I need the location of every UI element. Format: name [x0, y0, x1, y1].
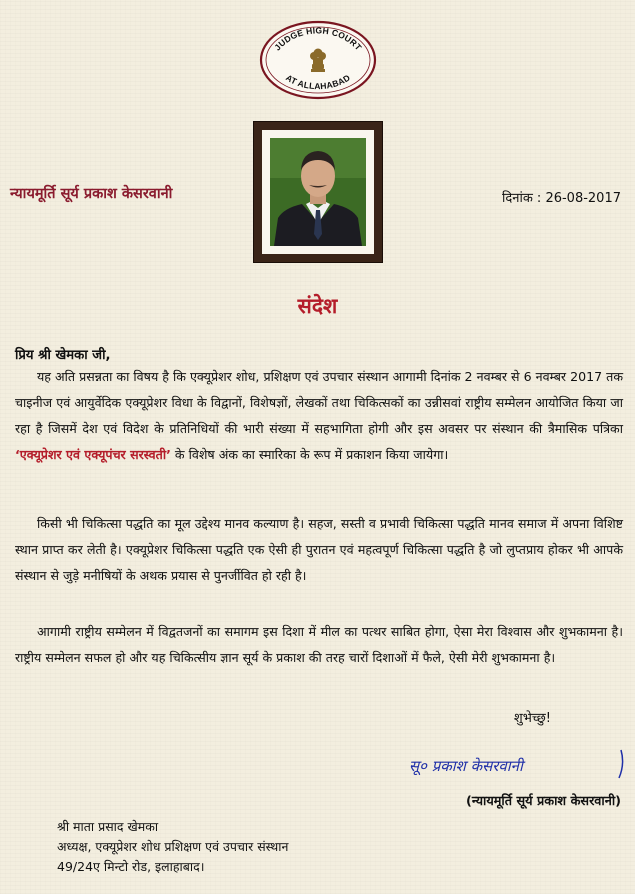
paragraph-3-text: आगामी राष्ट्रीय सम्मेलन में विद्वतजनों का समागम इस दिशा में मील का पत्थर साबित होगा, ऐसा मेरा विश्वास और शुभकामना है। राष्ट्रीय सम्मेलन सफल हो और यह चिकित्सीय ज्ञान सूर्य के प्रकाश की तरह चारों दिशाओं में फैले, ऐसी मेरी शुभकामना है। — [15, 624, 623, 665]
recipient-address: 49/24ए मिन्टो रोड, इलाहाबाद। — [57, 859, 205, 874]
judge-name-heading: न्यायमूर्ति सूर्य प्रकाश केसरवानी — [10, 186, 173, 202]
paragraph-2 — [15, 511, 623, 589]
magazine-name: ‘एक्यूप्रेशर एवं एक्यूपंचर सरस्वती’ — [15, 447, 171, 462]
judge-portrait — [270, 138, 366, 246]
letter-date: दिनांक : 26-08-2017 — [501, 191, 621, 206]
seal-bottom-text: AT ALLAHABAD — [284, 72, 352, 92]
paragraph-1 — [15, 364, 623, 468]
paragraph-2-text: किसी भी चिकित्सा पद्धति का मूल उद्देश्य मानव कल्याण है। सहज, सस्ती व प्रभावी चिकित्सा पद्धति मानव समाज में अपना विशिष्ट स्थान प्राप्त कर लेती है। एक्यूप्रेशर चिकित्सा पद्धति एक ऐसी ही पुरातन एवं महत्वपूर्ण चिकित्सा पद्धति है जो लुप्तप्राय होकर भी आपके संस्थान से जुड़े मनीषियों के अथक प्रयास से पुनर्जीवित हो रही है। — [15, 516, 623, 583]
paragraph-1-text: यह अति प्रसन्नता का विषय है कि एक्यूप्रेशर शोध, प्रशिक्षण एवं उपचार संस्थान आगामी दिनांक 2 नवम्बर से 6 नवम्बर 2017 तक चाइनीज एवं आयुर्वेदिक एक्यूप्रेशर विधा के विद्वानों, विशेषज्ञों, लेखकों तथा चिकित्सकों का उन्नीसवां राष्ट्रीय सम्मेलन आयोजित किया जा रहा है जिसमें देश एवं विदेश के प्रतिनिधियों की भारी संख्या में सहभागिता होगी और इस अवसर पर संस्थान की त्रैमासिक पत्रिका — [15, 369, 623, 436]
recipient-name: श्री माता प्रसाद खेमका — [57, 819, 159, 834]
closing-wish: शुभेच्छु! — [513, 711, 551, 726]
paragraph-1-end: के विशेष अंक का स्मारिका के रूप में प्रकाशन किया जायेगा। — [174, 447, 449, 462]
portrait-frame — [254, 122, 382, 262]
signature-text: सू० प्रकाश केसरवानी — [409, 757, 523, 775]
signatory-name: (न्यायमूर्ति सूर्य प्रकाश केसरवानी) — [465, 794, 621, 809]
recipient-designation: अध्यक्ष, एक्यूप्रेशर शोध प्रशिक्षण एवं उपचार संस्थान — [57, 839, 289, 854]
signature — [405, 744, 630, 786]
seal-top-text: JUDGE HIGH COURT — [272, 25, 364, 53]
high-court-seal — [259, 20, 377, 100]
page-title: संदेश — [297, 294, 338, 318]
paragraph-3 — [15, 619, 623, 671]
salutation: प्रिय श्री खेमका जी, — [15, 348, 111, 363]
